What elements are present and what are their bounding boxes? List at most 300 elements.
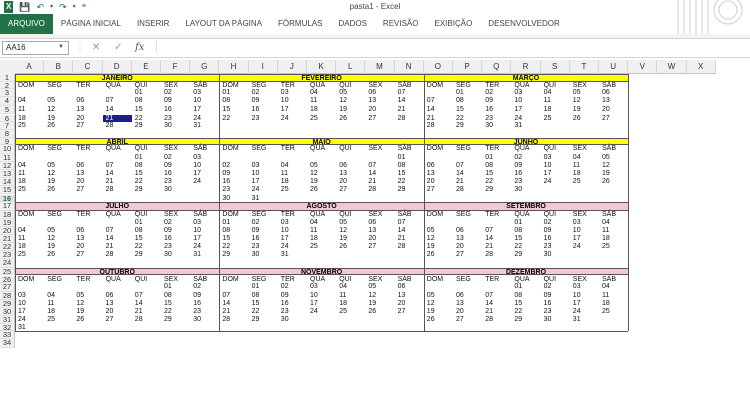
day-cell[interactable]: 16 [164, 170, 172, 178]
day-cell[interactable]: 04 [280, 161, 289, 169]
day-cell[interactable]: 07 [485, 227, 493, 235]
day-cell[interactable]: 28 [397, 242, 406, 250]
row-header[interactable]: 7 [0, 122, 15, 130]
day-cell[interactable]: 01 [134, 89, 143, 97]
day-cell[interactable]: 19 [339, 105, 347, 113]
day-cell[interactable]: 11 [310, 227, 318, 235]
day-cell[interactable]: 30 [164, 185, 172, 193]
day-cell[interactable]: 14 [134, 299, 143, 307]
day-cell[interactable]: 05 [339, 218, 347, 226]
day-cell[interactable]: 18 [18, 242, 26, 250]
column-header[interactable]: R [511, 60, 540, 74]
day-cell[interactable]: 06 [368, 89, 377, 97]
day-cell[interactable]: 30 [543, 316, 552, 323]
day-cell[interactable]: 24 [572, 242, 581, 250]
day-cell[interactable]: 10 [18, 299, 26, 307]
day-cell[interactable]: 15 [222, 105, 231, 113]
day-cell[interactable]: 23 [193, 308, 201, 316]
day-cell[interactable]: 27 [456, 316, 464, 323]
day-cell[interactable]: 09 [485, 97, 493, 105]
day-cell[interactable]: 26 [339, 242, 347, 250]
day-cell[interactable]: 23 [164, 178, 172, 186]
day-cell[interactable]: 28 [105, 251, 114, 259]
day-cell[interactable]: 29 [164, 316, 172, 323]
day-cell[interactable]: 12 [572, 97, 581, 105]
day-cell[interactable]: 20 [76, 178, 85, 186]
day-cell[interactable]: 22 [222, 242, 231, 250]
column-header[interactable]: T [570, 60, 599, 74]
day-cell[interactable]: 19 [572, 105, 581, 113]
day-cell[interactable]: 04 [47, 291, 55, 299]
column-header[interactable]: O [424, 60, 453, 74]
column-header[interactable]: Q [482, 60, 511, 74]
day-cell[interactable]: 20 [602, 105, 610, 113]
day-cell[interactable]: 18 [339, 299, 347, 307]
row-header[interactable]: 12 [0, 162, 15, 171]
day-cell[interactable]: 24 [18, 316, 26, 323]
day-cell[interactable]: 22 [397, 178, 406, 186]
column-header[interactable]: J [278, 60, 307, 74]
redo-icon[interactable]: ↷ [59, 2, 67, 12]
day-cell[interactable]: 04 [339, 283, 347, 291]
day-cell[interactable]: 06 [76, 97, 85, 105]
day-cell[interactable]: 08 [134, 227, 143, 235]
column-header[interactable]: G [190, 60, 219, 74]
day-cell[interactable]: 21 [397, 105, 406, 113]
day-cell[interactable]: 28 [397, 114, 406, 122]
day-cell[interactable]: 01 [397, 154, 406, 161]
day-cell[interactable]: 07 [105, 227, 114, 235]
column-header[interactable]: S [541, 60, 570, 74]
day-cell[interactable]: 03 [193, 154, 201, 161]
day-cell[interactable]: 27 [368, 114, 377, 122]
day-cell[interactable]: 07 [397, 218, 406, 226]
day-cell[interactable]: 29 [456, 122, 464, 130]
day-cell[interactable]: 06 [456, 227, 464, 235]
day-cell[interactable]: 15 [164, 299, 172, 307]
day-cell[interactable]: 12 [76, 299, 85, 307]
day-cell[interactable]: 02 [164, 89, 172, 97]
day-cell[interactable]: 08 [251, 291, 260, 299]
row-header[interactable]: 11 [0, 154, 15, 162]
day-cell[interactable]: 17 [280, 235, 289, 242]
day-cell[interactable]: 29 [485, 185, 493, 193]
day-cell[interactable]: 30 [280, 316, 289, 323]
day-cell[interactable]: 19 [426, 308, 435, 316]
day-cell[interactable]: 08 [134, 97, 143, 105]
day-cell[interactable]: 05 [47, 97, 55, 105]
day-cell[interactable]: 07 [105, 97, 114, 105]
column-header[interactable]: K [307, 60, 336, 74]
day-cell[interactable]: 14 [485, 235, 493, 242]
day-cell[interactable]: 07 [222, 291, 231, 299]
day-cell[interactable]: 13 [76, 235, 85, 242]
day-cell[interactable]: 19 [339, 235, 347, 242]
day-cell[interactable]: 22 [514, 308, 523, 316]
day-cell[interactable]: 21 [105, 114, 114, 122]
day-cell[interactable]: 05 [368, 283, 377, 291]
day-cell[interactable]: 17 [251, 178, 260, 186]
day-cell[interactable]: 06 [397, 283, 406, 291]
day-cell[interactable]: 05 [602, 154, 610, 161]
column-header[interactable]: B [44, 60, 73, 74]
day-cell[interactable]: 29 [251, 316, 260, 323]
day-cell[interactable]: 27 [456, 251, 464, 259]
day-cell[interactable]: 26 [602, 178, 610, 186]
day-cell[interactable]: 02 [193, 283, 201, 291]
day-cell[interactable]: 16 [280, 299, 289, 307]
row-header[interactable]: 2 [0, 82, 15, 90]
day-cell[interactable]: 10 [572, 227, 581, 235]
day-cell[interactable]: 13 [456, 299, 464, 307]
row-header[interactable]: 18 [0, 211, 15, 219]
day-cell[interactable]: 24 [514, 114, 523, 122]
day-cell[interactable]: 16 [164, 105, 172, 113]
day-cell[interactable]: 17 [310, 299, 318, 307]
day-cell[interactable]: 26 [339, 114, 347, 122]
day-cell[interactable]: 16 [164, 235, 172, 242]
day-cell[interactable]: 16 [193, 299, 201, 307]
column-header[interactable]: W [657, 60, 686, 74]
day-cell[interactable]: 23 [164, 114, 172, 122]
day-cell[interactable]: 20 [368, 235, 377, 242]
day-cell[interactable]: 06 [426, 161, 435, 169]
row-header[interactable]: 15 [0, 186, 15, 195]
day-cell[interactable]: 17 [514, 105, 523, 113]
tab-6[interactable]: DADOS [338, 19, 367, 28]
day-cell[interactable]: 13 [368, 227, 377, 235]
excel-logo-icon[interactable]: X [6, 2, 12, 11]
day-cell[interactable]: 11 [543, 97, 551, 105]
tab-8[interactable]: EXIBIÇÃO [434, 19, 473, 28]
row-header[interactable]: 31 [0, 316, 15, 324]
day-cell[interactable]: 04 [543, 89, 552, 97]
row-header[interactable]: 5 [0, 106, 15, 115]
column-header[interactable]: D [103, 60, 132, 74]
day-cell[interactable]: 29 [134, 122, 143, 130]
row-header[interactable]: 30 [0, 308, 15, 316]
insert-function-icon[interactable]: fx [135, 42, 145, 53]
day-cell[interactable]: 25 [602, 308, 610, 316]
day-cell[interactable]: 18 [572, 170, 581, 178]
day-cell[interactable]: 24 [280, 242, 289, 250]
day-cell[interactable]: 16 [514, 170, 523, 178]
day-cell[interactable]: 30 [222, 194, 231, 202]
day-cell[interactable]: 17 [193, 105, 201, 113]
day-cell[interactable]: 01 [134, 154, 143, 161]
day-cell[interactable]: 18 [47, 308, 55, 316]
day-cell[interactable]: 10 [251, 170, 260, 178]
day-cell[interactable]: 22 [134, 114, 143, 122]
day-cell[interactable]: 15 [134, 170, 143, 178]
row-header[interactable]: 20 [0, 227, 15, 235]
day-cell[interactable]: 27 [397, 308, 406, 316]
day-cell[interactable]: 28 [485, 316, 493, 323]
day-cell[interactable]: 02 [543, 283, 552, 291]
day-cell[interactable]: 07 [368, 161, 377, 169]
day-cell[interactable]: 06 [76, 227, 85, 235]
day-cell[interactable]: 16 [543, 299, 552, 307]
day-cell[interactable]: 28 [368, 185, 377, 193]
day-cell[interactable]: 23 [280, 308, 289, 316]
day-cell[interactable]: 12 [310, 170, 318, 178]
day-cell[interactable]: 20 [105, 308, 114, 316]
day-cell[interactable]: 19 [47, 114, 55, 122]
day-cell[interactable]: 21 [485, 308, 493, 316]
day-cell[interactable]: 14 [105, 170, 114, 178]
row-header[interactable]: 13 [0, 170, 15, 178]
day-cell[interactable]: 08 [456, 97, 464, 105]
day-cell[interactable]: 18 [602, 299, 610, 307]
day-cell[interactable]: 13 [105, 299, 114, 307]
day-cell[interactable]: 22 [456, 114, 464, 122]
undo-dropdown-icon[interactable]: ▾ [50, 4, 54, 10]
day-cell[interactable]: 26 [47, 251, 55, 259]
name-box-dropdown-icon[interactable]: ▼ [58, 44, 64, 50]
day-cell[interactable]: 26 [368, 308, 377, 316]
day-cell[interactable]: 07 [105, 161, 114, 169]
row-header[interactable]: 9 [0, 138, 15, 146]
day-cell[interactable]: 06 [602, 89, 610, 97]
row-header[interactable]: 28 [0, 292, 15, 300]
column-header[interactable]: I [249, 60, 278, 74]
day-cell[interactable]: 29 [514, 316, 523, 323]
day-cell[interactable]: 15 [514, 235, 523, 242]
day-cell[interactable]: 23 [514, 178, 523, 186]
day-cell[interactable]: 20 [76, 114, 85, 122]
day-cell[interactable]: 08 [222, 97, 231, 105]
day-cell[interactable]: 23 [251, 242, 260, 250]
day-cell[interactable]: 06 [76, 161, 85, 169]
day-cell[interactable]: 26 [572, 114, 581, 122]
row-header[interactable]: 26 [0, 276, 15, 284]
day-cell[interactable]: 05 [76, 291, 85, 299]
day-cell[interactable]: 26 [47, 185, 55, 193]
day-cell[interactable]: 25 [602, 242, 610, 250]
day-cell[interactable]: 14 [222, 299, 231, 307]
day-cell[interactable]: 25 [47, 316, 55, 323]
row-header[interactable]: 16 [0, 195, 15, 203]
day-cell[interactable]: 13 [397, 291, 406, 299]
day-cell[interactable]: 25 [18, 185, 26, 193]
day-cell[interactable]: 29 [134, 185, 143, 193]
day-cell[interactable]: 05 [426, 291, 435, 299]
day-cell[interactable]: 25 [18, 251, 26, 259]
column-header[interactable]: F [161, 60, 190, 74]
day-cell[interactable]: 11 [18, 235, 26, 242]
column-header[interactable]: M [365, 60, 394, 74]
day-cell[interactable]: 27 [105, 316, 114, 323]
day-cell[interactable]: 04 [572, 154, 581, 161]
day-cell[interactable]: 24 [572, 308, 581, 316]
day-cell[interactable]: 25 [310, 242, 318, 250]
tab-7[interactable]: REVISÃO [382, 19, 419, 28]
day-cell[interactable]: 06 [368, 218, 377, 226]
day-cell[interactable]: 15 [397, 170, 406, 178]
day-cell[interactable]: 06 [105, 291, 114, 299]
day-cell[interactable]: 21 [485, 242, 493, 250]
day-cell[interactable]: 06 [339, 161, 347, 169]
day-cell[interactable]: 31 [514, 122, 523, 130]
day-cell[interactable]: 23 [485, 114, 493, 122]
day-cell[interactable]: 05 [339, 89, 347, 97]
day-cell[interactable]: 15 [134, 235, 143, 242]
save-icon[interactable]: 💾 [19, 2, 31, 12]
day-cell[interactable]: 16 [222, 178, 231, 186]
day-cell[interactable]: 27 [602, 114, 610, 122]
day-cell[interactable]: 27 [426, 185, 435, 193]
day-cell[interactable]: 22 [134, 178, 143, 186]
column-header[interactable]: C [73, 60, 102, 74]
day-cell[interactable]: 03 [514, 89, 523, 97]
day-cell[interactable]: 28 [105, 185, 114, 193]
day-cell[interactable]: 22 [134, 242, 143, 250]
day-cell[interactable]: 01 [164, 283, 172, 291]
day-cell[interactable]: 18 [18, 178, 26, 186]
day-cell[interactable]: 07 [485, 291, 493, 299]
day-cell[interactable]: 28 [105, 122, 114, 130]
day-cell[interactable]: 24 [251, 185, 260, 193]
day-cell[interactable]: 02 [251, 89, 260, 97]
tab-9[interactable]: DESENVOLVEDOR [488, 19, 560, 28]
day-cell[interactable]: 11 [339, 291, 347, 299]
day-cell[interactable]: 07 [426, 97, 435, 105]
customize-qat-icon[interactable]: ≡ [81, 3, 86, 10]
day-cell[interactable]: 25 [572, 178, 581, 186]
tab-3[interactable]: INSERIR [136, 19, 170, 28]
day-cell[interactable]: 12 [47, 170, 55, 178]
day-cell[interactable]: 13 [456, 235, 464, 242]
day-cell[interactable]: 05 [47, 161, 55, 169]
day-cell[interactable]: 05 [310, 161, 318, 169]
day-cell[interactable]: 12 [602, 161, 610, 169]
column-header[interactable]: H [219, 60, 248, 74]
day-cell[interactable]: 14 [426, 105, 435, 113]
day-cell[interactable]: 31 [572, 316, 581, 323]
day-cell[interactable]: 20 [456, 242, 464, 250]
day-cell[interactable]: 31 [280, 251, 289, 259]
day-cell[interactable]: 12 [339, 227, 347, 235]
row-header[interactable]: 24 [0, 259, 15, 268]
day-cell[interactable]: 17 [193, 235, 201, 242]
day-cell[interactable]: 25 [339, 308, 347, 316]
column-header[interactable]: E [132, 60, 161, 74]
day-cell[interactable]: 29 [222, 251, 231, 259]
day-cell[interactable]: 16 [251, 105, 260, 113]
day-cell[interactable]: 10 [572, 291, 581, 299]
day-cell[interactable]: 11 [572, 161, 581, 169]
row-header[interactable]: 27 [0, 283, 15, 292]
day-cell[interactable]: 31 [251, 194, 260, 202]
day-cell[interactable]: 21 [397, 235, 406, 242]
day-cell[interactable]: 13 [76, 105, 85, 113]
day-cell[interactable]: 28 [456, 185, 464, 193]
day-cell[interactable]: 21 [426, 114, 435, 122]
tab-4[interactable]: LAYOUT DA PÁGINA [185, 19, 263, 28]
day-cell[interactable]: 28 [222, 316, 231, 323]
day-cell[interactable]: 08 [222, 227, 231, 235]
row-header[interactable]: 14 [0, 178, 15, 186]
day-cell[interactable]: 19 [47, 178, 55, 186]
day-cell[interactable]: 12 [47, 235, 55, 242]
day-cell[interactable]: 11 [280, 170, 289, 178]
undo-icon[interactable]: ↶ [36, 2, 45, 12]
day-cell[interactable]: 23 [543, 242, 552, 250]
cancel-icon[interactable]: ✕ [92, 42, 101, 53]
day-cell[interactable]: 09 [514, 161, 523, 169]
day-cell[interactable]: 05 [572, 89, 581, 97]
day-cell[interactable]: 31 [193, 122, 201, 130]
day-cell[interactable]: 03 [543, 154, 552, 161]
enter-icon[interactable]: ✓ [114, 42, 123, 53]
day-cell[interactable]: 10 [280, 97, 289, 105]
day-cell[interactable]: 20 [76, 242, 85, 250]
day-cell[interactable]: 11 [18, 170, 26, 178]
day-cell[interactable]: 03 [572, 218, 581, 226]
day-cell[interactable]: 01 [251, 283, 260, 291]
day-cell[interactable]: 24 [193, 178, 201, 186]
day-cell[interactable]: 27 [76, 251, 85, 259]
day-cell[interactable]: 28 [134, 316, 143, 323]
day-cell[interactable]: 01 [514, 283, 523, 291]
day-cell[interactable]: 02 [514, 154, 523, 161]
day-cell[interactable]: 02 [485, 89, 493, 97]
day-cell[interactable]: 09 [164, 161, 172, 169]
day-cell[interactable]: 01 [222, 89, 231, 97]
day-cell[interactable]: 21 [134, 308, 143, 316]
day-cell[interactable]: 30 [193, 316, 201, 323]
day-cell[interactable]: 11 [47, 299, 55, 307]
row-header[interactable]: 23 [0, 251, 15, 259]
row-header[interactable]: 17 [0, 202, 15, 211]
formula-input[interactable] [156, 41, 747, 53]
day-cell[interactable]: 05 [426, 227, 435, 235]
day-cell[interactable]: 13 [339, 170, 347, 178]
column-header[interactable]: P [453, 60, 482, 74]
day-cell[interactable]: 02 [222, 161, 231, 169]
row-header[interactable]: 1 [0, 74, 15, 82]
day-cell[interactable]: 04 [18, 227, 26, 235]
day-cell[interactable]: 30 [251, 251, 260, 259]
day-cell[interactable]: 23 [222, 185, 231, 193]
day-cell[interactable]: 04 [310, 218, 318, 226]
day-cell[interactable]: 10 [193, 161, 201, 169]
day-cell[interactable]: 04 [602, 283, 610, 291]
tab-5[interactable]: FÓRMULAS [278, 19, 323, 28]
day-cell[interactable]: 30 [543, 251, 552, 259]
row-header[interactable]: 29 [0, 300, 15, 309]
day-cell[interactable]: 10 [310, 291, 318, 299]
day-cell[interactable]: 26 [76, 316, 85, 323]
day-cell[interactable]: 03 [280, 89, 289, 97]
day-cell[interactable]: 20 [339, 178, 347, 186]
day-cell[interactable]: 19 [426, 242, 435, 250]
day-cell[interactable]: 24 [193, 114, 201, 122]
day-cell[interactable]: 14 [456, 170, 464, 178]
day-cell[interactable]: 03 [18, 291, 26, 299]
day-cell[interactable]: 03 [310, 283, 318, 291]
day-cell[interactable]: 26 [47, 122, 55, 130]
day-cell[interactable]: 27 [339, 185, 347, 193]
day-cell[interactable]: 10 [280, 227, 289, 235]
day-cell[interactable]: 20 [426, 178, 435, 186]
day-cell[interactable]: 20 [368, 105, 377, 113]
day-cell[interactable]: 22 [251, 308, 260, 316]
tab-1[interactable]: ARQUIVO [0, 14, 53, 34]
day-cell[interactable]: 17 [193, 170, 201, 178]
day-cell[interactable]: 22 [222, 114, 231, 122]
column-header[interactable]: N [395, 60, 424, 74]
